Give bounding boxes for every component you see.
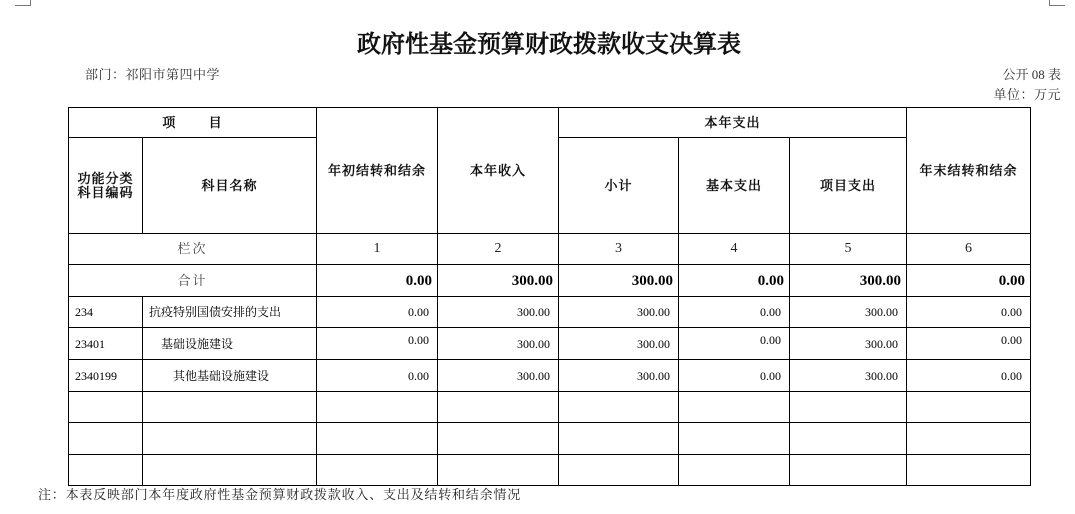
empty-cell <box>143 392 317 423</box>
header-item: 项 目 <box>69 108 317 138</box>
empty-cell <box>790 455 907 486</box>
empty-cell <box>679 455 790 486</box>
empty-cell <box>907 423 1031 455</box>
row-value: 300.00 <box>790 297 907 328</box>
page-title: 政府性基金预算财政拨款收支决算表 <box>357 30 741 58</box>
row-value: 0.00 <box>679 360 790 392</box>
header-row-top <box>69 108 1031 138</box>
row-value: 300.00 <box>790 360 907 392</box>
empty-cell <box>317 392 438 423</box>
empty-row <box>69 455 1031 486</box>
row-code: 234 <box>69 297 143 328</box>
empty-row <box>69 392 1031 423</box>
header-basic-expense: 基本支出 <box>679 138 790 234</box>
total-value: 300.00 <box>790 265 907 297</box>
header-opening-balance: 年初结转和结余 <box>317 108 438 234</box>
table-row <box>69 360 1031 392</box>
row-code: 2340199 <box>69 360 143 392</box>
empty-cell <box>907 455 1031 486</box>
row-name: 基础设施建设 <box>143 328 317 360</box>
table-row <box>69 328 1031 360</box>
header-subject-name: 科目名称 <box>143 138 317 234</box>
column-index-row <box>69 234 1031 265</box>
column-index-number: 6 <box>907 234 1031 265</box>
empty-cell <box>143 455 317 486</box>
empty-cell <box>438 455 559 486</box>
row-value: 0.00 <box>907 297 1031 328</box>
empty-cell <box>790 423 907 455</box>
column-index-number: 2 <box>438 234 559 265</box>
empty-cell <box>559 392 679 423</box>
empty-cell <box>559 423 679 455</box>
empty-cell <box>438 423 559 455</box>
column-index-number: 4 <box>679 234 790 265</box>
header-function-code <box>69 138 143 234</box>
column-index-number: 1 <box>317 234 438 265</box>
row-value: 300.00 <box>438 360 559 392</box>
crop-mark-top-right <box>1049 5 1065 6</box>
total-value: 300.00 <box>559 265 679 297</box>
row-value: 300.00 <box>438 328 559 360</box>
row-name: 其他基础设施建设 <box>143 360 317 392</box>
column-index-label: 栏次 <box>69 234 317 265</box>
row-value: 300.00 <box>438 297 559 328</box>
table-row <box>69 297 1031 328</box>
crop-mark-top-left <box>15 5 31 6</box>
row-value: 0.00 <box>907 360 1031 392</box>
empty-cell <box>790 392 907 423</box>
row-value: 300.00 <box>559 328 679 360</box>
budget-table <box>68 107 1031 486</box>
empty-row <box>69 423 1031 455</box>
empty-cell <box>679 392 790 423</box>
column-index-number: 3 <box>559 234 679 265</box>
row-name: 抗疫特别国债安排的支出 <box>143 297 317 328</box>
empty-cell <box>317 423 438 455</box>
form-number: 公开 08 表 <box>1002 67 1061 82</box>
row-value: 300.00 <box>790 328 907 360</box>
header-current-income: 本年收入 <box>438 108 559 234</box>
row-value: 0.00 <box>317 360 438 392</box>
header-function-code-line-2: 科目编码 <box>77 184 134 200</box>
row-value: 0.00 <box>679 297 790 328</box>
row-value: 0.00 <box>317 297 438 328</box>
empty-cell <box>143 423 317 455</box>
total-value: 300.00 <box>438 265 559 297</box>
header-current-expense: 本年支出 <box>559 108 907 138</box>
unit-label: 单位：万元 <box>993 87 1061 102</box>
empty-cell <box>69 423 143 455</box>
total-row <box>69 265 1031 297</box>
empty-cell <box>69 392 143 423</box>
total-value: 0.00 <box>679 265 790 297</box>
header-project-expense: 项目支出 <box>790 138 907 234</box>
row-value: 0.00 <box>317 328 438 360</box>
empty-cell <box>679 423 790 455</box>
row-code: 23401 <box>69 328 143 360</box>
row-value: 300.00 <box>559 360 679 392</box>
header-function-code-line-1: 功能分类 <box>77 170 134 186</box>
row-value: 0.00 <box>679 328 790 360</box>
empty-cell <box>69 455 143 486</box>
row-value: 300.00 <box>559 297 679 328</box>
empty-cell <box>907 392 1031 423</box>
empty-cell <box>559 455 679 486</box>
empty-cell <box>317 455 438 486</box>
header-closing-balance: 年末结转和结余 <box>907 108 1031 234</box>
total-value: 0.00 <box>317 265 438 297</box>
total-label: 合计 <box>69 265 317 297</box>
footnote: 注：本表反映部门本年度政府性基金预算财政拨款收入、支出及结转和结余情况 <box>38 487 522 502</box>
column-index-number: 5 <box>790 234 907 265</box>
empty-cell <box>438 392 559 423</box>
department-label: 部门：祁阳市第四中学 <box>85 67 221 82</box>
row-value: 0.00 <box>907 328 1031 360</box>
header-subtotal: 小计 <box>559 138 679 234</box>
total-value: 0.00 <box>907 265 1031 297</box>
